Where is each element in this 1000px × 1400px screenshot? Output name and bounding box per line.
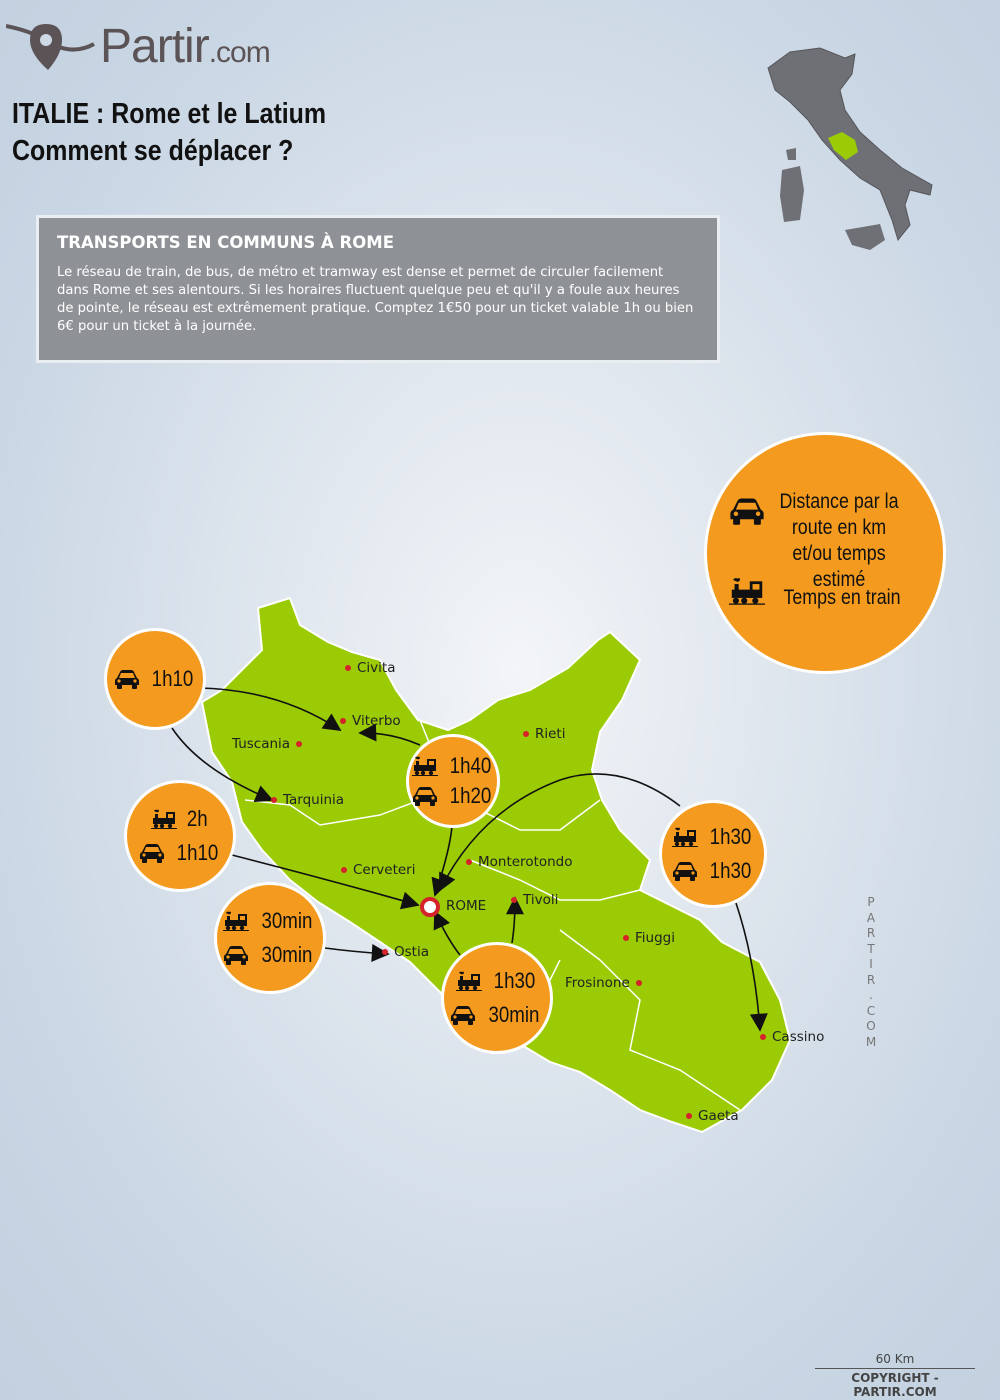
info-heading: TRANSPORTS EN COMMUNS À ROME [57,233,394,252]
car-icon [114,669,140,689]
car-icon [672,861,698,881]
rome-marker [422,899,438,915]
route-bubble-tarquinia [124,780,236,892]
title-line-1: ITALIE : Rome et le Latium [12,98,327,130]
vertical-watermark: P A R T I R . C O M [865,895,877,1049]
route-bubble-tivoli [441,942,553,1054]
legend-train-label: Temps en train [783,586,901,609]
scale-line [815,1368,975,1369]
car-time: 30min [488,1002,540,1027]
legend [704,432,946,674]
city-fiuggi: Fiuggi [623,930,675,946]
car-time: 1h10 [151,666,193,691]
city-rieti: Rieti [523,726,565,742]
car-time: 30min [261,942,313,967]
car-time: 1h20 [449,783,491,808]
city-frosinone: Frosinone [565,975,642,991]
route-bubble-ostia [214,882,326,994]
logo-text: Partir.com [100,19,270,73]
city-tivoli: Tivoli [511,892,558,908]
train-icon [151,809,177,829]
city-monterotondo: Monterotondo [466,854,573,870]
train-icon [223,911,249,931]
city-civita: Civita [345,660,395,676]
car-icon [412,786,438,806]
city-cerveteri: Cerveteri [341,862,415,878]
city-tarquinia: Tarquinia [271,792,344,808]
info-text: Le réseau de train, de bus, de métro et tramway est dense et permet de circuler facilement dans Rome et ses alentours. Si les horaires fluctuent quelque peu et qu'il y a foule aux heures de pointe, le réseau est extrêmement pratique. Comptez 1€50 pour un ticket valable 1h ou bien 6€ pour un ticket à la journée. [57,265,694,334]
train-icon [456,971,482,991]
legend-train-icon [729,577,765,605]
car-icon [139,843,165,863]
route-bubble-viterbo [406,734,500,828]
city-gaeta: Gaeta [686,1108,739,1124]
scale-label: 60 Km [875,1352,915,1366]
car-time: 1h30 [709,858,751,883]
route-bubble-cassino [659,800,767,908]
title-line-2: Comment se déplacer ? [12,135,294,167]
legend-car-label: Distance par la route en km et/ou temps estimé [779,490,899,591]
city-viterbo: Viterbo [340,713,401,729]
city-tuscania: Tuscania [232,736,302,752]
scale-bar [815,1352,975,1399]
train-icon [412,756,438,776]
train-time: 2h [186,806,208,831]
route-bubble-viterbo-car [104,628,206,730]
train-time: 1h30 [493,968,535,993]
car-time: 1h10 [176,840,218,865]
train-time: 1h40 [449,753,491,778]
car-icon [450,1005,476,1025]
city-cassino: Cassino [760,1029,824,1045]
train-time: 1h30 [709,824,751,849]
train-icon [672,827,698,847]
car-icon [223,945,249,965]
city-ostia: Ostia [382,944,429,960]
legend-car-icon [729,497,765,525]
city-rome: ROME [446,898,487,914]
copyright: COPYRIGHT - PARTIR.COM [851,1371,939,1399]
train-time: 30min [261,908,313,933]
